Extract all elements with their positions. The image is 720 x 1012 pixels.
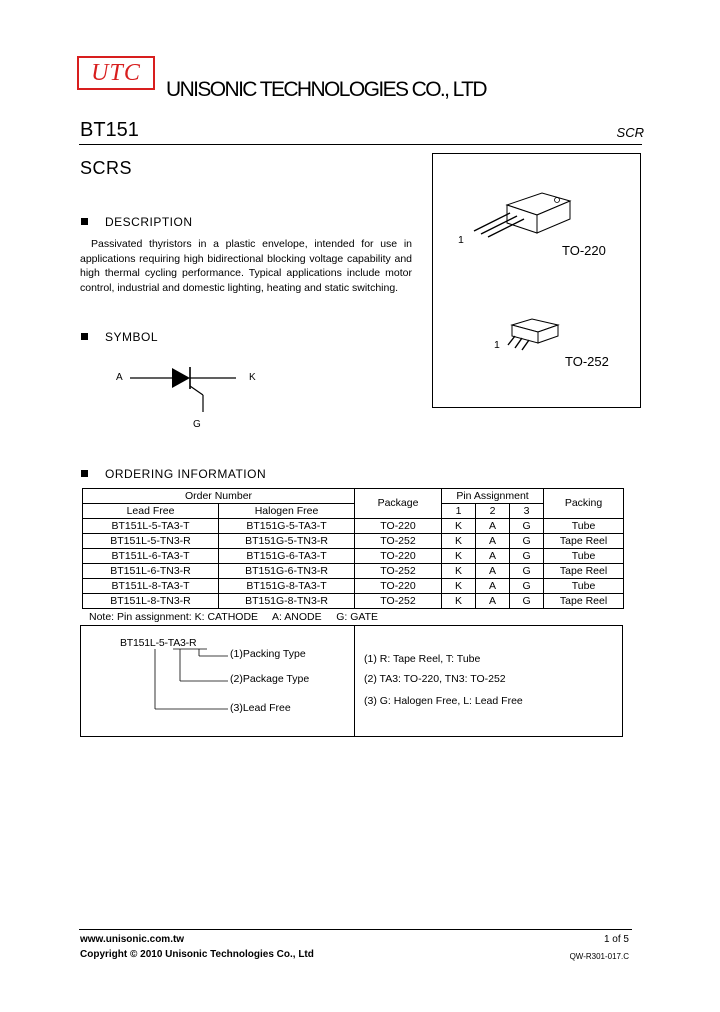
pin1-cell: K (442, 519, 476, 534)
pin2-header: 2 (476, 504, 510, 519)
code-explain-package: (2) TA3: TO-220, TN3: TO-252 (364, 673, 506, 685)
pin2-cell: A (476, 564, 510, 579)
package-cell: TO-252 (355, 564, 442, 579)
code-explain-lead-free: (3) G: Halogen Free, L: Lead Free (364, 695, 523, 707)
packing-header: Packing (544, 489, 624, 519)
pin3-cell: G (510, 549, 544, 564)
halogen-free-cell: BT151G-6-TN3-R (219, 564, 355, 579)
code-explain-packing: (1) R: Tape Reel, T: Tube (364, 653, 481, 665)
part-number: BT151 (80, 119, 139, 141)
packing-cell: Tube (544, 519, 624, 534)
table-row (83, 534, 624, 549)
footer-page-number: 1 of 5 (603, 934, 629, 945)
lead-free-cell: BT151L-5-TA3-T (83, 519, 219, 534)
halogen-free-cell: BT151G-5-TN3-R (219, 534, 355, 549)
code-example: BT151L-5-TA3-R (120, 637, 197, 649)
anode-label: A (116, 372, 123, 383)
table-row (83, 594, 624, 609)
code-box-divider (354, 626, 355, 736)
square-bullet-icon (81, 333, 88, 340)
order-number-header: Order Number (83, 489, 355, 504)
packing-cell: Tape Reel (544, 534, 624, 549)
packing-cell: Tube (544, 579, 624, 594)
table-row (83, 519, 624, 534)
table-row (83, 549, 624, 564)
to252-label: TO-252 (565, 354, 609, 369)
table-row (83, 579, 624, 594)
logo-text: UTC (91, 59, 141, 86)
code-label-package: (2)Package Type (230, 673, 310, 685)
lead-free-header: Lead Free (83, 504, 219, 519)
code-leader-lines-icon (150, 648, 240, 714)
company-name: UNISONIC TECHNOLOGIES CO., LTD (166, 78, 486, 101)
halogen-free-cell: BT151G-8-TA3-T (219, 579, 355, 594)
lead-free-cell: BT151L-6-TN3-R (83, 564, 219, 579)
package-cell: TO-220 (355, 519, 442, 534)
package-header: Package (355, 489, 442, 519)
pin3-header: 3 (510, 504, 544, 519)
pin2-cell: A (476, 549, 510, 564)
halogen-free-header: Halogen Free (219, 504, 355, 519)
to252-package-icon (500, 315, 570, 355)
pin3-cell: G (510, 594, 544, 609)
pin1-cell: K (442, 549, 476, 564)
header-rule (79, 144, 642, 145)
ordering-heading: ORDERING INFORMATION (81, 467, 266, 481)
lead-free-cell: BT151L-5-TN3-R (83, 534, 219, 549)
scr-symbol-icon (110, 360, 270, 435)
square-bullet-icon (81, 470, 88, 477)
lead-free-cell: BT151L-8-TA3-T (83, 579, 219, 594)
pin1-cell: K (442, 594, 476, 609)
to220-pin1-label: 1 (458, 234, 464, 246)
symbol-heading: SYMBOL (81, 330, 158, 344)
packing-cell: Tape Reel (544, 564, 624, 579)
pin-assignment-header: Pin Assignment (442, 489, 544, 504)
halogen-free-cell: BT151G-8-TN3-R (219, 594, 355, 609)
description-text: Passivated thyristors in a plastic envelope, intended for use in applications requiring high bidirectional blocking voltage capability and high thermal cycling performance. Typical applications include motor control, industrial and domestic lighting, heating and static switching. (80, 238, 412, 294)
footer-copyright: Copyright © 2010 Unisonic Technologies Co., Ltd (80, 949, 314, 960)
pin2-cell: A (476, 534, 510, 549)
package-cell: TO-252 (355, 534, 442, 549)
pin3-cell: G (510, 579, 544, 594)
packing-cell: Tube (544, 549, 624, 564)
square-bullet-icon (81, 218, 88, 225)
package-cell: TO-252 (355, 594, 442, 609)
ordering-table (82, 488, 624, 609)
code-label-lead-free: (3)Lead Free (230, 702, 291, 714)
halogen-free-cell: BT151G-6-TA3-T (219, 549, 355, 564)
to252-pin1-label: 1 (494, 339, 500, 351)
footer-website[interactable]: www.unisonic.com.tw (80, 934, 185, 945)
table-row (83, 564, 624, 579)
package-cell: TO-220 (355, 579, 442, 594)
gate-label: G (193, 419, 201, 430)
pin3-cell: G (510, 564, 544, 579)
company-logo (77, 56, 155, 90)
pin1-cell: K (442, 564, 476, 579)
pin1-cell: K (442, 534, 476, 549)
pin3-cell: G (510, 534, 544, 549)
halogen-free-cell: BT151G-5-TA3-T (219, 519, 355, 534)
pin2-cell: A (476, 579, 510, 594)
lead-free-cell: BT151L-8-TN3-R (83, 594, 219, 609)
pin1-cell: K (442, 579, 476, 594)
package-cell: TO-220 (355, 549, 442, 564)
footer-rule (79, 929, 632, 930)
lead-free-cell: BT151L-6-TA3-T (83, 549, 219, 564)
category-label: SCR (616, 125, 644, 140)
description-heading: DESCRIPTION (81, 215, 193, 229)
cathode-label: K (249, 372, 256, 383)
pin3-cell: G (510, 519, 544, 534)
page-subtitle: SCRS (80, 158, 133, 178)
code-label-packing: (1)Packing Type (230, 648, 306, 660)
to220-label: TO-220 (562, 243, 606, 258)
pin1-header: 1 (442, 504, 476, 519)
pin2-cell: A (476, 594, 510, 609)
pin-note: Note: Pin assignment: K: CATHODE A: ANODE G: GATE (89, 611, 379, 623)
packing-cell: Tape Reel (544, 594, 624, 609)
footer-doc-code: QW-R301-017.C (569, 952, 629, 961)
pin2-cell: A (476, 519, 510, 534)
